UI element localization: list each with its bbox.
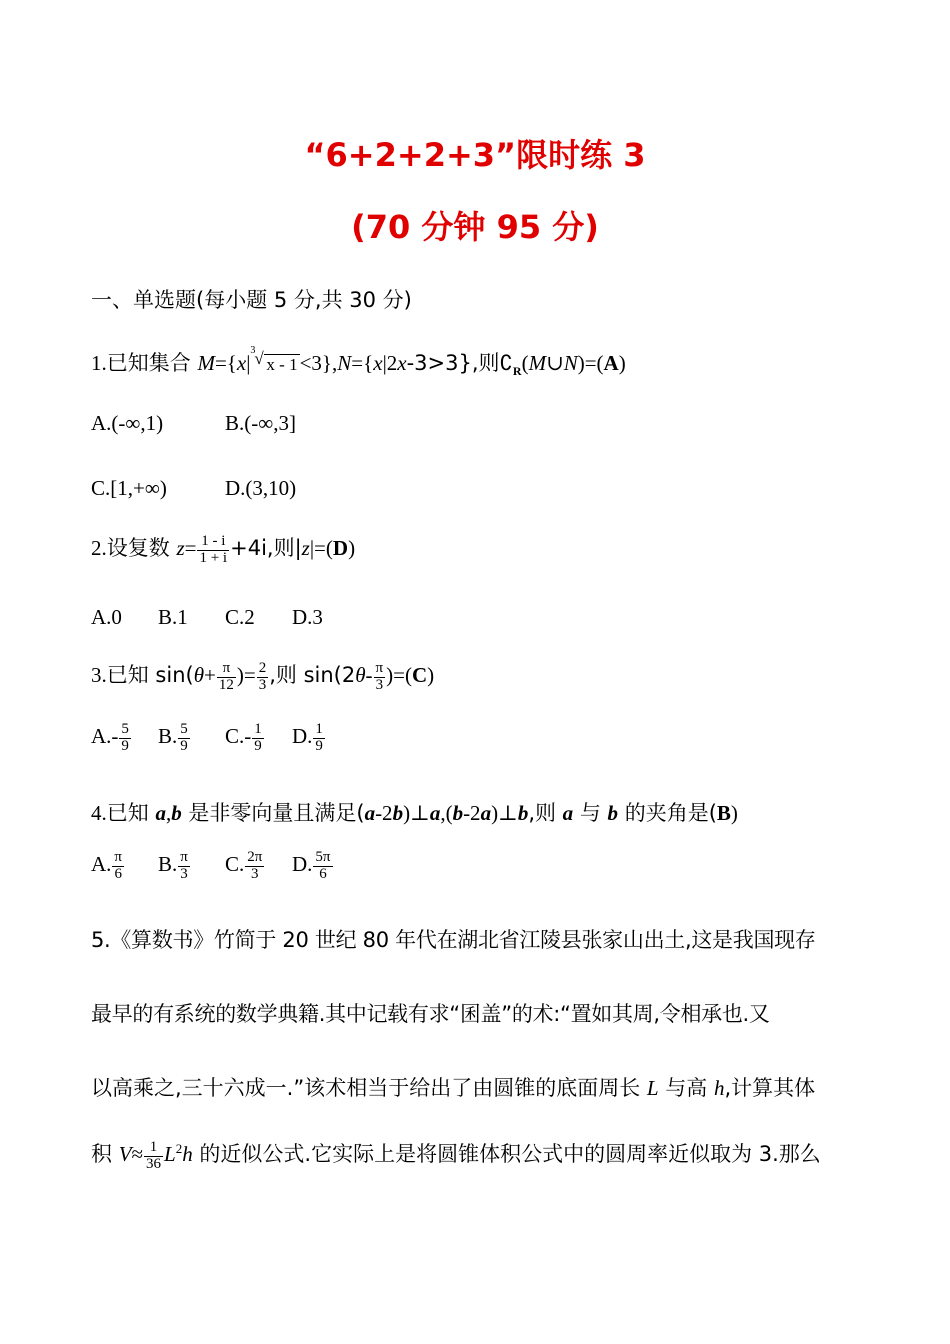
q4-text: 与 [573,801,608,825]
option-label: C.- [225,724,252,749]
option-fraction [119,722,131,755]
q3-frac-pi-3 [374,661,386,694]
q1-text: | [246,351,251,375]
q2-prefix: 设复数 [106,536,177,560]
q1-var-x: x [236,351,247,375]
q3-frac-pi-12 [217,661,236,694]
q3-text: )= [236,663,256,687]
q1-union-m: M [528,351,547,375]
q5-fraction [144,1140,163,1173]
vector-a: a [562,801,574,825]
vector-a: a [429,801,441,825]
q1-set-n: N [337,351,352,375]
q5-text: ,计算其体 [724,1076,816,1100]
q5-text: 的近似公式.它实际上是将圆锥体积公式中的圆周率近似取为 3.那么 [192,1142,821,1166]
q5-text: 以高乘之,三十六成一.”该术相当于给出了由圆锥的底面周长 [91,1076,647,1100]
radicand: x - 1 [266,355,298,374]
q4-text: ) [730,801,738,825]
q1-option-d: D.(3,10) [225,476,297,500]
q1-number: 1. [91,351,107,375]
frac-num: 5 [180,721,188,737]
q5-line-1: 5.《算数书》竹简于 20 世纪 80 年代在湖北省江陵县张家山出土,这是我国现存 [91,928,816,952]
q4-text: , [165,801,172,825]
q4-option-b [158,850,225,883]
q4-option-c [225,850,292,883]
q1-union-n: N [563,351,578,375]
q1-var-x: x [373,351,383,375]
frac-den: 9 [315,737,323,754]
q3-prefix: 已知 sin( [106,663,194,687]
frac-num: 1 [315,721,323,737]
q2-text: = [184,536,197,560]
option-label: D. [292,724,313,749]
q2-answer: D [332,536,349,560]
option-label: A. [91,852,112,877]
question-1 [91,347,626,379]
frac-den: 6 [114,865,122,882]
q3-answer: C [411,663,428,687]
q4-text: 已知 [106,801,156,825]
q4-option-a [91,850,158,883]
q2-var-z: z [176,536,185,560]
q5-line-2: 最早的有系统的数学典籍.其中记载有求“囷盖”的术:“置如其周,令相承也.又 [91,1002,770,1026]
subtitle-text: (70 分钟 95 分) [351,208,599,246]
q3-frac-2-3 [257,661,269,694]
q1-set-m: M [197,351,215,375]
question-3 [91,659,434,693]
option-label: D. [292,852,313,877]
vector-b: b [607,801,619,825]
q2-options-row [91,605,323,630]
frac-num: π [375,659,384,676]
q3-theta: θ [193,663,205,687]
vector-b: b [171,801,182,825]
q4-text: -2 [463,801,481,825]
page-subtitle [0,202,950,248]
q5-var-v: V [118,1142,132,1166]
q1-union-op: ∪ [546,351,564,375]
frac-den: 3 [375,676,384,693]
vector-b: b [392,801,404,825]
frac-den: 12 [218,676,234,693]
q2-text: +4i,则| [230,536,302,560]
option-fraction [178,850,190,883]
q1-text: |2 [382,351,398,375]
vector-a: a [480,801,492,825]
q5-line-4 [91,1138,821,1172]
q1-prefix: 已知集合 [106,351,198,375]
section-heading: 一、单选题(每小题 5 分,共 30 分) [91,288,412,312]
q1-answer: A [603,351,619,375]
frac-num: 5 [121,721,129,737]
option-label: C. [225,852,245,877]
q3-option-c [225,722,292,755]
q1-text: -3>3},则∁ [406,351,513,375]
frac-den: 36 [146,1155,162,1172]
frac-den: 9 [121,737,129,754]
q1-options-row-2 [91,476,296,501]
q1-text: ) [618,351,626,375]
q2-option-d: D.3 [292,605,323,629]
frac-num: 2 [258,659,267,676]
q5-var-l: L [164,1142,176,1166]
q3-text: ) [427,663,435,687]
q2-fraction [197,534,229,567]
q1-text: )=( [577,351,604,375]
option-label: A.- [91,724,119,749]
q5-exponent: 2 [175,1141,183,1156]
q1-options-row-1 [91,411,296,436]
option-fraction [252,722,264,755]
q4-text: 的夹角是( [618,801,717,825]
q2-frac-num: 1 - i [197,534,229,551]
q3-options-row [91,722,326,755]
frac-den: 3 [251,865,259,882]
q5-text: ≈ [131,1142,144,1166]
q3-text: - [365,663,373,687]
q1-text: <3}, [299,351,338,375]
question-2 [91,532,355,566]
q5-text: 积 [91,1142,119,1166]
q1-complement-sub: R [512,364,522,379]
frac-den: 9 [180,737,188,754]
frac-den: 3 [258,676,267,693]
frac-num: π [180,849,188,865]
vector-a: a [155,801,166,825]
q3-text: + [204,663,216,687]
frac-den: 3 [180,865,188,882]
q5-var-l: L [646,1076,659,1100]
option-fraction [313,722,325,755]
q3-option-a [91,722,158,755]
q4-options-row [91,850,334,883]
option-fraction [178,722,190,755]
q4-text: )⊥ [403,801,430,825]
option-label: B. [158,724,178,749]
frac-num: π [217,661,236,678]
q2-number: 2. [91,536,107,560]
frac-num: 1 [144,1140,163,1157]
q4-number: 4. [91,801,107,825]
q4-text: ,( [440,801,453,825]
vector-b: b [452,801,464,825]
vector-b: b [517,801,529,825]
q4-text: -2 [375,801,393,825]
q5-var-h: h [182,1142,193,1166]
option-fraction [313,850,332,883]
frac-num: 1 [254,721,262,737]
q1-text: ={ [351,351,374,375]
frac-den: 9 [254,737,262,754]
question-4 [91,797,738,827]
option-fraction [245,850,264,883]
vector-a: a [364,801,376,825]
title-text: “6+2+2+3”限时练 3 [304,136,646,174]
q2-text: |=( [309,536,333,560]
q3-option-b [158,722,225,755]
q5-text: 与高 [658,1076,714,1100]
q1-option-c: C.[1,+∞) [91,476,167,500]
q4-text: 是非零向量且满足( [181,801,365,825]
q3-option-d [292,722,326,755]
q5-line-3 [91,1072,815,1102]
q2-frac-den: 1 + i [199,549,228,566]
q3-number: 3. [91,663,107,687]
q1-option-a: A.(-∞,1) [91,411,164,435]
q3-text: ,则 sin(2 [269,663,356,687]
q1-text: ={ [214,351,237,375]
frac-num: π [114,849,122,865]
cube-root [250,345,299,376]
q3-text: )=( [386,663,412,687]
q2-option-b: B.1 [158,605,188,629]
q5-var-h: h [713,1076,725,1100]
q2-abs-z: z [301,536,310,560]
q1-text: ( [521,351,529,375]
q1-option-b: B.(-∞,3] [225,411,296,435]
q4-option-d [292,850,334,883]
option-fraction [112,850,124,883]
q2-option-c: C.2 [225,605,255,629]
option-label: B. [158,852,178,877]
root-index: 3 [250,345,256,356]
q4-answer: B [716,801,731,825]
q3-theta: θ [355,663,366,687]
frac-den: 6 [319,865,327,882]
q4-text: )⊥ [491,801,518,825]
page-title [0,130,950,176]
q2-option-a: A.0 [91,605,122,629]
q2-text: ) [348,536,356,560]
q4-text: ,则 [528,801,563,825]
radical-sign-icon: √ [254,349,264,368]
q1-var-x: x [397,351,407,375]
frac-num: 2π [247,849,263,865]
frac-num: 5π [315,849,331,865]
